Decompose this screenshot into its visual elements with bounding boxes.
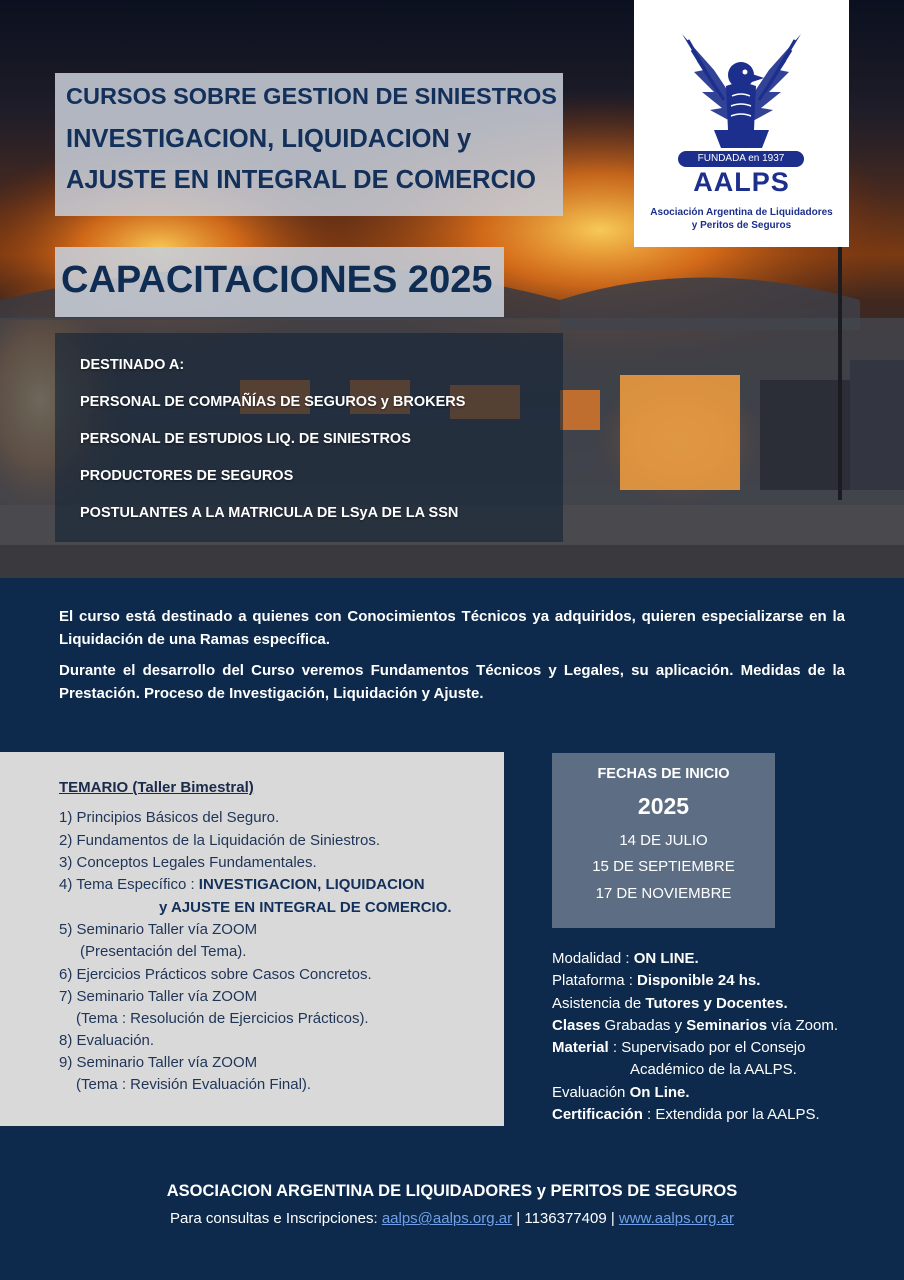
temario-item-emphasis: y AJUSTE EN INTEGRAL DE COMERCIO. — [159, 899, 452, 916]
intro-paragraph-1: El curso está destinado a quienes con Conocimientos Técnicos ya adquiridos, quieren especializarse en la Liquidación de una Ramas específica. — [59, 608, 845, 648]
material-label: Material — [552, 1039, 609, 1056]
temario-item-continuation: (Tema : Revisión Evaluación Final). — [76, 1076, 312, 1093]
seminarios-label: Seminarios — [686, 1017, 768, 1034]
aalps-logo-card — [634, 0, 849, 247]
material-line-continuation: Académico de la AALPS. — [630, 1061, 797, 1078]
course-title-line-3: AJUSTE EN INTEGRAL DE COMERCIO — [66, 166, 536, 194]
destinado-item: PRODUCTORES DE SEGUROS — [80, 468, 294, 484]
temario-item — [59, 876, 425, 893]
certificacion-value: : Extendida por la AALPS. — [642, 1106, 820, 1123]
start-date: 14 DE JULIO — [619, 832, 708, 849]
clases-text: vía Zoom. — [767, 1017, 838, 1034]
capacitaciones-title: CAPACITACIONES 2025 — [61, 259, 493, 301]
fechas-heading: FECHAS DE INICIO — [597, 766, 730, 782]
temario-item: 1) Principios Básicos del Seguro. — [59, 809, 280, 826]
material-line — [552, 1039, 805, 1056]
intro-text — [59, 605, 845, 713]
temario-item-continuation: (Tema : Resolución de Ejercicios Prácticos). — [76, 1010, 369, 1027]
temario-item-emphasis: INVESTIGACION, LIQUIDACION — [198, 876, 425, 893]
website-link[interactable]: www.aalps.org.ar — [618, 1210, 734, 1227]
phone-number: | 1136377409 | — [512, 1210, 619, 1227]
eagle-emblem-icon — [674, 30, 809, 155]
logo-subtitle-line-2: y Peritos de Seguros — [691, 220, 792, 231]
course-title-box — [55, 73, 563, 216]
capacitaciones-box — [55, 247, 504, 317]
temario-box — [0, 752, 504, 1126]
destinado-item: PERSONAL DE ESTUDIOS LIQ. DE SINIESTROS — [80, 431, 411, 447]
start-date: 17 DE NOVIEMBRE — [595, 885, 732, 902]
temario-item: 7) Seminario Taller vía ZOOM — [59, 988, 258, 1005]
clases-text: Grabadas y — [600, 1017, 687, 1034]
temario-heading: TEMARIO (Taller Bimestral) — [59, 779, 254, 796]
certificacion-line — [552, 1106, 820, 1123]
temario-item-continuation: (Presentación del Tema). — [80, 943, 247, 960]
modalidad-line — [552, 950, 699, 967]
temario-item: 6) Ejercicios Prácticos sobre Casos Concretos. — [59, 966, 372, 983]
footer-contact — [0, 1210, 904, 1227]
plataforma-line — [552, 972, 760, 989]
asistencia-line — [552, 995, 788, 1012]
material-value: : Supervisado por el Consejo — [608, 1039, 806, 1056]
asistencia-value: Tutores y Docentes. — [645, 995, 788, 1012]
temario-item: 8) Evaluación. — [59, 1032, 155, 1049]
course-title-line-1: CURSOS SOBRE GESTION DE SINIESTROS — [66, 83, 557, 109]
founded-badge: FUNDADA en 1937 — [678, 151, 804, 167]
course-title-line-2: INVESTIGACION, LIQUIDACION y — [66, 125, 472, 153]
modalidad-label: Modalidad : — [552, 950, 634, 967]
plataforma-label: Plataforma : — [552, 972, 638, 989]
modalidad-value: ON LINE. — [633, 950, 699, 967]
destinado-box — [55, 333, 563, 542]
logo-name: AALPS — [693, 167, 790, 197]
destinado-heading: DESTINADO A: — [80, 357, 185, 373]
plataforma-value: Disponible 24 hs. — [637, 972, 761, 989]
temario-item: 2) Fundamentos de la Liquidación de Siniestros. — [59, 832, 381, 849]
logo-subtitle-line-1: Asociación Argentina de Liquidadores — [650, 207, 833, 218]
destinado-item: PERSONAL DE COMPAÑÍAS DE SEGUROS y BROKERS — [80, 394, 466, 410]
temario-item: 3) Conceptos Legales Fundamentales. — [59, 854, 317, 871]
email-link[interactable]: aalps@aalps.org.ar — [381, 1210, 513, 1227]
asistencia-label: Asistencia de — [552, 995, 646, 1012]
contact-prefix: Para consultas e Inscripciones: — [170, 1210, 382, 1227]
temario-item-continuation — [159, 899, 452, 916]
evaluacion-line — [552, 1084, 690, 1101]
evaluacion-value: On Line. — [629, 1084, 690, 1101]
clases-label: Clases — [552, 1017, 601, 1034]
evaluacion-label: Evaluación — [552, 1084, 630, 1101]
temario-item: 9) Seminario Taller vía ZOOM — [59, 1054, 258, 1071]
temario-item: 5) Seminario Taller vía ZOOM — [59, 921, 258, 938]
certificacion-label: Certificación — [552, 1106, 643, 1123]
temario-item-prefix: 4) Tema Específico : — [59, 876, 199, 893]
footer-title: ASOCIACION ARGENTINA DE LIQUIDADORES y PERITOS DE SEGUROS — [166, 1182, 738, 1200]
start-date: 15 DE SEPTIEMBRE — [592, 858, 735, 875]
fechas-box — [552, 753, 775, 928]
intro-paragraph-2: Durante el desarrollo del Curso veremos Fundamentos Técnicos y Legales, su aplicación. Medidas de la Prestación. Proceso de Investigación, Liquidación y Ajuste. — [59, 662, 845, 702]
fechas-year: 2025 — [637, 793, 690, 819]
clases-line — [552, 1017, 838, 1034]
destinado-item: POSTULANTES A LA MATRICULA DE LSyA DE LA SSN — [80, 505, 459, 521]
